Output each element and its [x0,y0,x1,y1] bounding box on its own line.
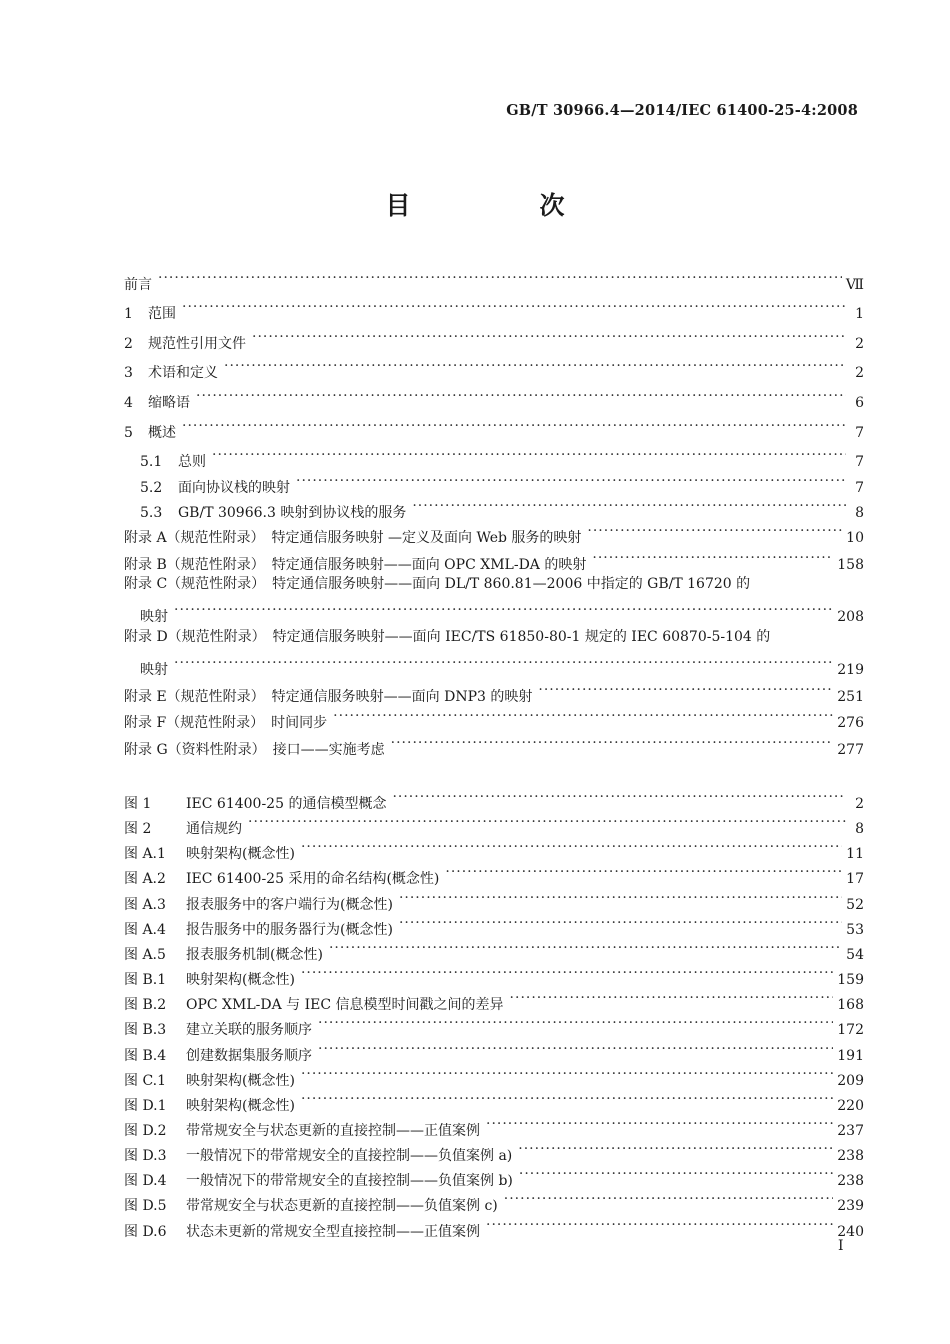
figure-entry[interactable] [124,1188,864,1214]
dot-leader [592,547,833,569]
dot-leader [318,1012,833,1034]
figure-page: 17 [846,871,864,887]
dot-leader [248,811,846,833]
toc-entry-label: 面向协议栈的映射 [178,480,290,496]
dot-leader [174,652,833,674]
dot-leader [301,1088,833,1110]
dot-leader [412,495,846,517]
figure-label: 报表服务中的客户端行为(概念性) [186,897,393,913]
dot-leader [329,937,842,959]
figure-page: 168 [837,997,864,1013]
figure-number: 图 1 [124,796,152,812]
figure-number: 图 D.4 [124,1173,167,1189]
figure-entry[interactable] [124,1138,864,1164]
toc-entry-label: 总则 [178,454,206,470]
toc-entry-number: 3 [124,365,133,381]
dot-leader [174,599,833,621]
figure-number: 图 B.3 [124,1022,167,1038]
toc-entry-page: 1 [855,306,864,322]
toc-entry-label: 附录 C（规范性附录） 特定通信服务映射——面向 DL/T 860.81—2006 中指定的 GB/T 16720 的 [124,576,751,592]
figure-entry[interactable] [124,836,864,862]
figure-number: 图 A.3 [124,897,166,913]
figure-page: 220 [837,1098,864,1114]
toc-entry-label: 前言 [124,277,152,293]
figure-label: 映射架构(概念性) [186,972,295,988]
figure-number: 图 A.2 [124,871,166,887]
standard-code: GB/T 30966.4—2014/IEC 61400-25-4:2008 [506,102,858,119]
figure-page: 239 [837,1198,864,1214]
figure-label: 映射架构(概念性) [186,1098,295,1114]
toc-entry[interactable] [140,495,864,521]
figure-label: 建立关联的服务顺序 [186,1022,312,1038]
figure-page: 237 [837,1123,864,1139]
toc-entry-label: 附录 A（规范性附录） 特定通信服务映射 —定义及面向 Web 服务的映射 [124,530,582,546]
figure-entry[interactable] [124,811,864,837]
dot-leader [224,355,846,377]
toc-entry[interactable] [124,296,864,322]
toc-entry-number: 2 [124,336,133,352]
figure-number: 图 B.2 [124,997,167,1013]
figure-page: 209 [837,1073,864,1089]
figure-label: 带常规安全与状态更新的直接控制——正值案例 [186,1123,480,1139]
figure-entry[interactable] [124,1214,864,1240]
figure-entry[interactable] [124,1088,864,1114]
figure-number: 图 2 [124,821,152,837]
figure-entry[interactable] [124,1012,864,1038]
figure-label: IEC 61400-25 的通信模型概念 [186,796,387,812]
toc-entry-label: 范围 [148,306,176,322]
figure-label: 一般情况下的带常规安全的直接控制——负值案例 b) [186,1173,513,1189]
figure-label: 通信规约 [186,821,242,837]
toc-entry-page: 7 [855,454,864,470]
figure-entry[interactable] [124,912,864,938]
dot-leader [296,470,846,492]
dot-leader [212,444,846,466]
figure-label: 创建数据集服务顺序 [186,1048,312,1064]
toc-entry-page: 208 [837,609,864,625]
figure-entry[interactable] [124,1038,864,1064]
toc-entry-page: 6 [855,395,864,411]
figure-label: 映射架构(概念性) [186,846,295,862]
toc-entry-label: 附录 G（资料性附录） 接口——实施考虑 [124,742,385,758]
toc-entry-page: 8 [855,505,864,521]
toc-entry[interactable] [140,444,864,470]
toc-entry[interactable] [124,679,864,705]
figure-number: 图 D.3 [124,1148,167,1164]
figure-number: 图 A.4 [124,922,166,938]
toc-entry-label: 附录 F（规范性附录） 时间同步 [124,715,328,731]
figure-number: 图 A.5 [124,947,166,963]
dot-leader [182,296,846,318]
figure-label: 报表服务机制(概念性) [186,947,323,963]
toc-entry-page: 219 [837,662,864,678]
toc-entry-page: 7 [855,425,864,441]
figure-page: 238 [837,1148,864,1164]
figure-entry[interactable] [124,962,864,988]
toc-entry-number: 4 [124,395,133,411]
toc-entry-page: 10 [846,530,864,546]
toc-entry-page: 251 [837,689,864,705]
toc-entry-number: 1 [124,306,133,322]
toc-entry-number: 5.3 [140,505,163,521]
toc-entry[interactable] [124,355,864,381]
figure-number: 图 A.1 [124,846,166,862]
toc-entry-page: Ⅶ [845,277,864,293]
dot-leader [252,326,846,348]
toc-entry[interactable] [140,599,864,625]
figure-entry[interactable] [124,987,864,1013]
dot-leader [301,1063,833,1085]
toc-entry-number: 5 [124,425,133,441]
figure-page: 8 [855,821,864,837]
toc-entry-label: 附录 D（规范性附录） 特定通信服务映射——面向 IEC/TS 61850-80-1 规定的 IEC 60870-5-104 的 [124,629,771,645]
figure-label: 映射架构(概念性) [186,1073,295,1089]
dot-leader [392,786,846,808]
figure-page: 2 [855,796,864,812]
dot-leader [318,1038,833,1060]
figure-page: 159 [837,972,864,988]
figure-label: IEC 61400-25 采用的命名结构(概念性) [186,871,440,887]
figure-number: 图 D.1 [124,1098,167,1114]
toc-entry-page: 2 [855,336,864,352]
dot-leader [399,912,842,934]
dot-leader [510,987,834,1009]
toc-entry-number: 5.2 [140,480,163,496]
figure-page: 238 [837,1173,864,1189]
toc-entry[interactable] [124,626,864,648]
toc-entry-page: 2 [855,365,864,381]
toc-entry[interactable] [124,573,864,595]
figure-entry[interactable] [124,861,864,887]
toc-entry-label: 术语和定义 [148,365,218,381]
toc-entry[interactable] [124,326,864,352]
figure-page: 191 [837,1048,864,1064]
toc-entry[interactable] [124,520,864,546]
toc-entry-label: 映射 [140,609,168,625]
dot-leader [158,267,842,289]
figure-label: 报告服务中的服务器行为(概念性) [186,922,393,938]
figure-label: 状态未更新的常规安全型直接控制——正值案例 [186,1224,480,1240]
toc-entry-label: GB/T 30966.3 映射到协议栈的服务 [178,505,407,521]
figure-number: 图 B.1 [124,972,167,988]
toc-entry-label: 规范性引用文件 [148,336,246,352]
figure-number: 图 C.1 [124,1073,167,1089]
figure-page: 11 [846,846,864,862]
figure-number: 图 D.6 [124,1224,167,1240]
figure-label: OPC XML-DA 与 IEC 信息模型时间戳之间的差异 [186,997,504,1013]
toc-entry-number: 5.1 [140,454,163,470]
dot-leader [301,836,842,858]
toc-entry-page: 7 [855,480,864,496]
dot-leader [519,1163,833,1185]
figure-number: 图 D.2 [124,1123,167,1139]
toc-entry[interactable] [124,415,864,441]
figure-label: 带常规安全与状态更新的直接控制——负值案例 c) [186,1198,498,1214]
dot-leader [182,415,846,437]
toc-entry[interactable] [124,705,864,731]
dot-leader [399,887,842,909]
dot-leader [301,962,833,984]
dot-leader [445,861,842,883]
figure-entry[interactable] [124,887,864,913]
toc-entry-page: 158 [837,557,864,573]
toc-entry-label: 概述 [148,425,176,441]
figure-entry[interactable] [124,786,864,812]
figure-entry[interactable] [124,937,864,963]
figure-page: 52 [846,897,864,913]
toc-entry[interactable] [124,547,864,573]
dot-leader [518,1138,833,1160]
dot-leader [391,732,834,754]
page-number: Ⅰ [838,1238,844,1254]
dot-leader [587,520,842,542]
figure-number: 图 D.5 [124,1198,167,1214]
dot-leader [196,385,846,407]
figure-page: 172 [837,1022,864,1038]
toc-entry[interactable] [124,732,864,758]
toc-entry[interactable] [140,470,864,496]
dot-leader [504,1188,834,1210]
toc-entry[interactable] [124,385,864,411]
figure-entry[interactable] [124,1113,864,1139]
figure-entry[interactable] [124,1063,864,1089]
toc-entry-page: 276 [837,715,864,731]
figure-page: 53 [846,922,864,938]
figure-page: 240 [837,1224,864,1240]
toc-entry[interactable] [124,267,864,293]
figure-entry[interactable] [124,1163,864,1189]
page-title: 目 次 [385,191,617,220]
toc-entry-label: 映射 [140,662,168,678]
toc-entry[interactable] [140,652,864,678]
toc-entry-label: 附录 E（规范性附录） 特定通信服务映射——面向 DNP3 的映射 [124,689,533,705]
toc-entry-label: 缩略语 [148,395,190,411]
toc-entry-page: 277 [837,742,864,758]
dot-leader [538,679,833,701]
dot-leader [486,1214,833,1236]
toc-entry-label: 附录 B（规范性附录） 特定通信服务映射——面向 OPC XML-DA 的映射 [124,557,587,573]
dot-leader [333,705,833,727]
figure-label: 一般情况下的带常规安全的直接控制——负值案例 a) [186,1148,513,1164]
dot-leader [486,1113,833,1135]
figure-number: 图 B.4 [124,1048,167,1064]
figure-page: 54 [846,947,864,963]
